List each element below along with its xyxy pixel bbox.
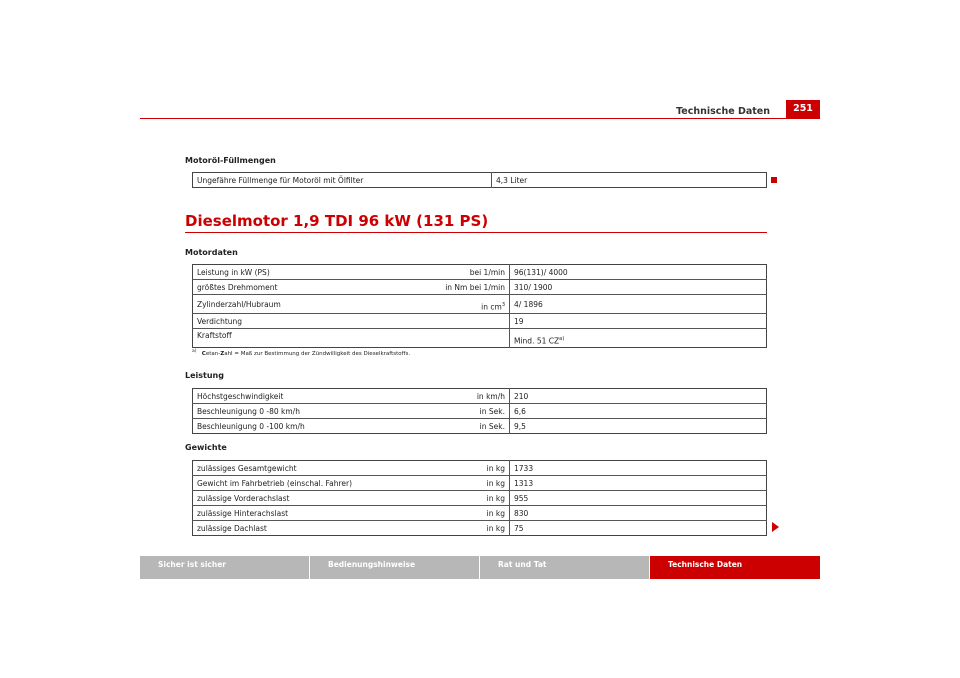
row-value: 4,3 Liter — [496, 175, 528, 185]
table-row — [193, 404, 767, 419]
table-row — [193, 521, 767, 536]
table-row — [193, 295, 767, 314]
footnote-marker: a) — [192, 349, 197, 354]
row-label: Zylinderzahl/Hubraum — [193, 295, 442, 314]
footer-tab-sicher[interactable]: Sicher ist sicher — [140, 556, 310, 579]
row-label: Kraftstoff — [197, 331, 232, 340]
row-value-text: Mind. 51 CZ — [514, 336, 560, 345]
row-unit: in kg — [441, 491, 510, 506]
table-row — [193, 314, 767, 329]
row-unit: in kg — [441, 521, 510, 536]
footnote — [192, 349, 410, 357]
row-unit: in Nm bei 1/min — [441, 280, 510, 295]
row-value: 1313 — [510, 476, 767, 491]
row-value: 955 — [510, 491, 767, 506]
row-unit — [441, 295, 510, 314]
page-number: 251 — [786, 100, 820, 118]
row-value: 4/ 1896 — [510, 295, 767, 314]
section-label-gewichte: Gewichte — [185, 443, 227, 452]
table-row — [193, 329, 767, 348]
row-label: Ungefähre Füllmenge für Motoröl mit Ölfilter — [193, 173, 492, 188]
heading-rule — [185, 232, 767, 233]
section-label-leistung: Leistung — [185, 371, 224, 380]
gewichte-table — [192, 460, 767, 536]
row-label: Höchstgeschwindigkeit — [193, 389, 442, 404]
row-label: Beschleunigung 0 -80 km/h — [193, 404, 442, 419]
motoroel-table — [192, 172, 767, 188]
row-unit: in Sek. — [441, 404, 510, 419]
page-title: Dieselmotor 1,9 TDI 96 kW (131 PS) — [185, 212, 489, 230]
row-unit — [441, 314, 510, 329]
row-value: 6,6 — [510, 404, 767, 419]
row-value: 96(131)/ 4000 — [510, 265, 767, 280]
footer-tab-bedienung[interactable]: Bedienungshinweise — [310, 556, 480, 579]
row-value: 310/ 1900 — [510, 280, 767, 295]
row-label: zulässige Dachlast — [197, 523, 267, 533]
row-unit — [441, 329, 510, 348]
leistung-table — [192, 388, 767, 434]
header-rule — [140, 118, 820, 119]
table-row — [193, 419, 767, 434]
end-marker-icon — [771, 177, 777, 183]
footnote-text-1: etan- — [205, 350, 221, 357]
table-row — [193, 389, 767, 404]
row-label: Verdichtung — [193, 314, 442, 329]
row-label: zulässige Vorderachslast — [193, 491, 442, 506]
row-value: 830 — [510, 506, 767, 521]
motordaten-table — [192, 264, 767, 348]
table-row — [193, 265, 767, 280]
row-label: Beschleunigung 0 -100 km/h — [197, 421, 305, 431]
row-unit: in kg — [441, 461, 510, 476]
row-label: Gewicht im Fahrbetrieb (einschal. Fahrer) — [193, 476, 442, 491]
row-value: 9,5 — [514, 421, 526, 431]
footer-tab-rat[interactable]: Rat und Tat — [480, 556, 650, 579]
footnote-initial-c: C — [201, 350, 206, 357]
table-row — [193, 491, 767, 506]
table-row — [193, 461, 767, 476]
row-value: 1733 — [510, 461, 767, 476]
table-row — [193, 280, 767, 295]
section-label-motordaten: Motordaten — [185, 248, 238, 257]
row-unit: in kg — [441, 476, 510, 491]
row-unit-text: in cm — [481, 302, 502, 311]
row-label: zulässige Hinterachslast — [193, 506, 442, 521]
footer-tab-technische-daten[interactable]: Technische Daten — [650, 556, 820, 579]
table-row — [193, 173, 767, 188]
section-label-motoroel: Motoröl-Füllmengen — [185, 156, 276, 165]
row-label: zulässiges Gesamtgewicht — [193, 461, 442, 476]
table-row — [193, 506, 767, 521]
footnote-initial-z: Z — [220, 350, 225, 357]
header-title: Technische Daten — [676, 106, 770, 117]
row-unit: in Sek. — [441, 419, 510, 434]
row-value: 210 — [510, 389, 767, 404]
footer-nav — [140, 556, 820, 579]
row-unit: bei 1/min — [441, 265, 510, 280]
row-unit-superscript: 3 — [501, 301, 505, 308]
footnote-text-2: ahl = Maß zur Bestimmung der Zündwilligkeit des Dieselkraftstoffs. — [224, 350, 411, 357]
row-unit: in km/h — [441, 389, 510, 404]
row-value-superscript: a) — [559, 335, 565, 342]
row-value — [510, 329, 767, 348]
row-unit: in kg — [441, 506, 510, 521]
row-label: Leistung in kW (PS) — [193, 265, 442, 280]
row-label: größtes Drehmoment — [193, 280, 442, 295]
table-row — [193, 476, 767, 491]
row-value: 75 — [514, 523, 524, 533]
row-value: 19 — [510, 314, 767, 329]
continue-arrow-icon — [772, 522, 779, 532]
